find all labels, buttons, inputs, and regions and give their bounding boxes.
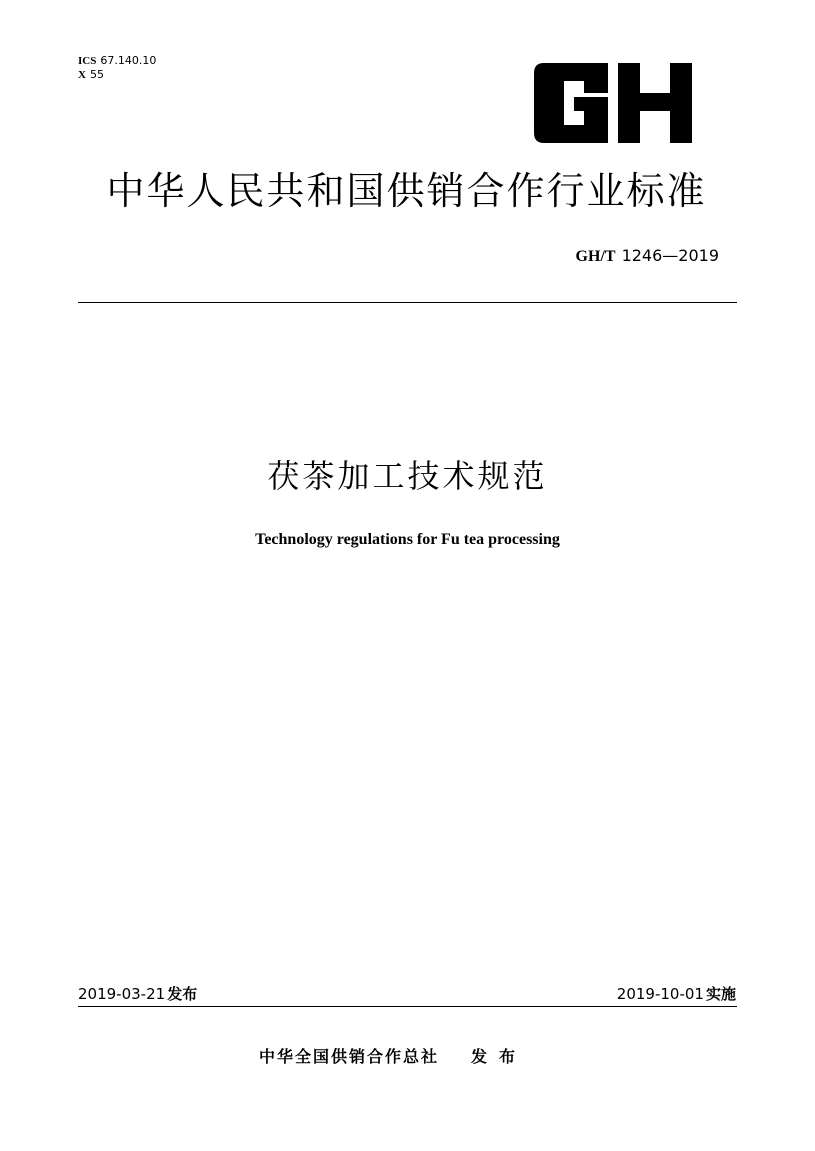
standard-number-prefix: GH/T — [575, 248, 616, 265]
issue-date-line — [78, 984, 197, 1004]
publisher-line — [259, 1046, 527, 1068]
publisher-name: 中华全国供销合作总社 — [259, 1047, 440, 1066]
gh-logo — [534, 63, 692, 143]
top-divider — [78, 302, 737, 303]
bottom-divider — [78, 1006, 737, 1007]
ics-value: 67.140.10 — [100, 54, 157, 67]
implementation-date-line — [617, 984, 736, 1004]
ccs-value: 55 — [89, 68, 104, 81]
ccs-label: X — [78, 69, 86, 81]
classification-block — [78, 54, 156, 82]
ics-label: ICS — [78, 55, 97, 67]
standard-number — [576, 246, 719, 267]
standard-category-title: 中华人民共和国供销合作行业标准 — [106, 169, 707, 213]
ics-code — [78, 54, 156, 68]
implementation-date: 2019-10-01 — [616, 985, 704, 1003]
publisher-action: 发布 — [471, 1047, 528, 1066]
document-title-chinese: 茯茶加工技术规范 — [267, 457, 548, 495]
issue-date: 2019-03-21 — [78, 985, 166, 1003]
standard-number-value: 1246—2019 — [621, 246, 719, 265]
document-title-english: Technology regulations for Fu tea processing — [255, 531, 560, 548]
issue-label: 发布 — [167, 985, 198, 1003]
implementation-label: 实施 — [705, 985, 736, 1003]
ccs-code — [78, 68, 156, 82]
